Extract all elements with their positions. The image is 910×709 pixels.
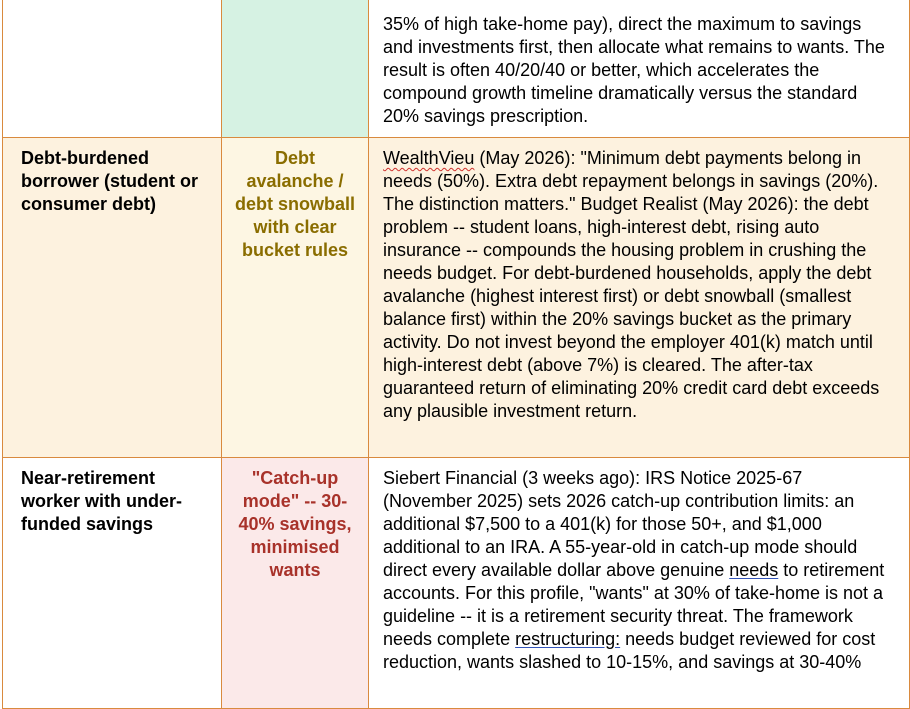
detail-text: Siebert Financial (3 weeks ago): IRS Notice 2025-67 (November 2025) sets 2026 catch-up contribution limits: an additional $7,500 to a 401(k) for those 50+, and $1,000 additional to an IRA. A 55-year-old in catch-up mode should direct every available dollar above genuine — [383, 468, 858, 580]
detail-text: to retirement accounts. For this profile, "wants" at 30% of take-home is not a guideline -- it is a retirement security threat. The framework needs complete — [383, 560, 885, 649]
detail-text: needs budget reviewed for cost reduction, wants slashed to 10-15%, and savings at 30-40% — [383, 629, 876, 672]
strategy-cell — [222, 138, 369, 458]
detail-cell — [369, 138, 910, 458]
source-name-spellcheck[interactable]: WealthVieu — [383, 148, 475, 168]
profile-cell — [3, 458, 222, 709]
detail-text: 35% of high take-home pay), direct the maximum to savings and investments first, then allocate what remains to wants. The result is often 40/20/40 or better, which accelerates the compound growth timeline dramatically versus the standard 20% savings prescription. — [383, 14, 885, 126]
profile-label: Debt-burdened borrower (student or consumer debt) — [21, 148, 199, 214]
strategy-cell — [222, 0, 369, 138]
table-row — [3, 0, 910, 138]
detail-text: (May 2026): "Minimum debt payments belong in needs (50%). Extra debt repayment belongs in savings (20%). The distinction matters." Budget Realist (May 2026): the debt problem -- student loans, high-interest debt, rising auto insurance -- compounds the housing problem in crushing the needs budget. For debt-burdened households, apply the debt avalanche (highest interest first) or debt snowball (smallest balance first) within the 20% savings bucket as the primary activity. Do not invest beyond the employer 401(k) match until high-interest debt (above 7%) is cleared. The after-tax guaranteed return of eliminating 20% credit card debt exceeds any plausible investment return. — [383, 148, 880, 421]
profile-cell — [3, 138, 222, 458]
profile-label: Near-retirement worker with under-funded savings — [21, 468, 183, 534]
strategy-label: "Catch-up mode" -- 30-40% savings, minimised wants — [238, 468, 352, 580]
strategy-label: Debt avalanche / debt snowball with clear bucket rules — [234, 148, 355, 260]
detail-cell — [369, 458, 910, 709]
grammar-flag-needs[interactable]: needs — [729, 560, 779, 580]
table-row — [3, 138, 910, 458]
detail-cell — [369, 0, 910, 138]
table-row — [3, 458, 910, 709]
profile-cell — [3, 0, 222, 138]
strategy-cell — [222, 458, 369, 709]
budget-profiles-table — [2, 0, 910, 709]
grammar-flag-restructuring[interactable]: restructuring: — [515, 629, 621, 649]
